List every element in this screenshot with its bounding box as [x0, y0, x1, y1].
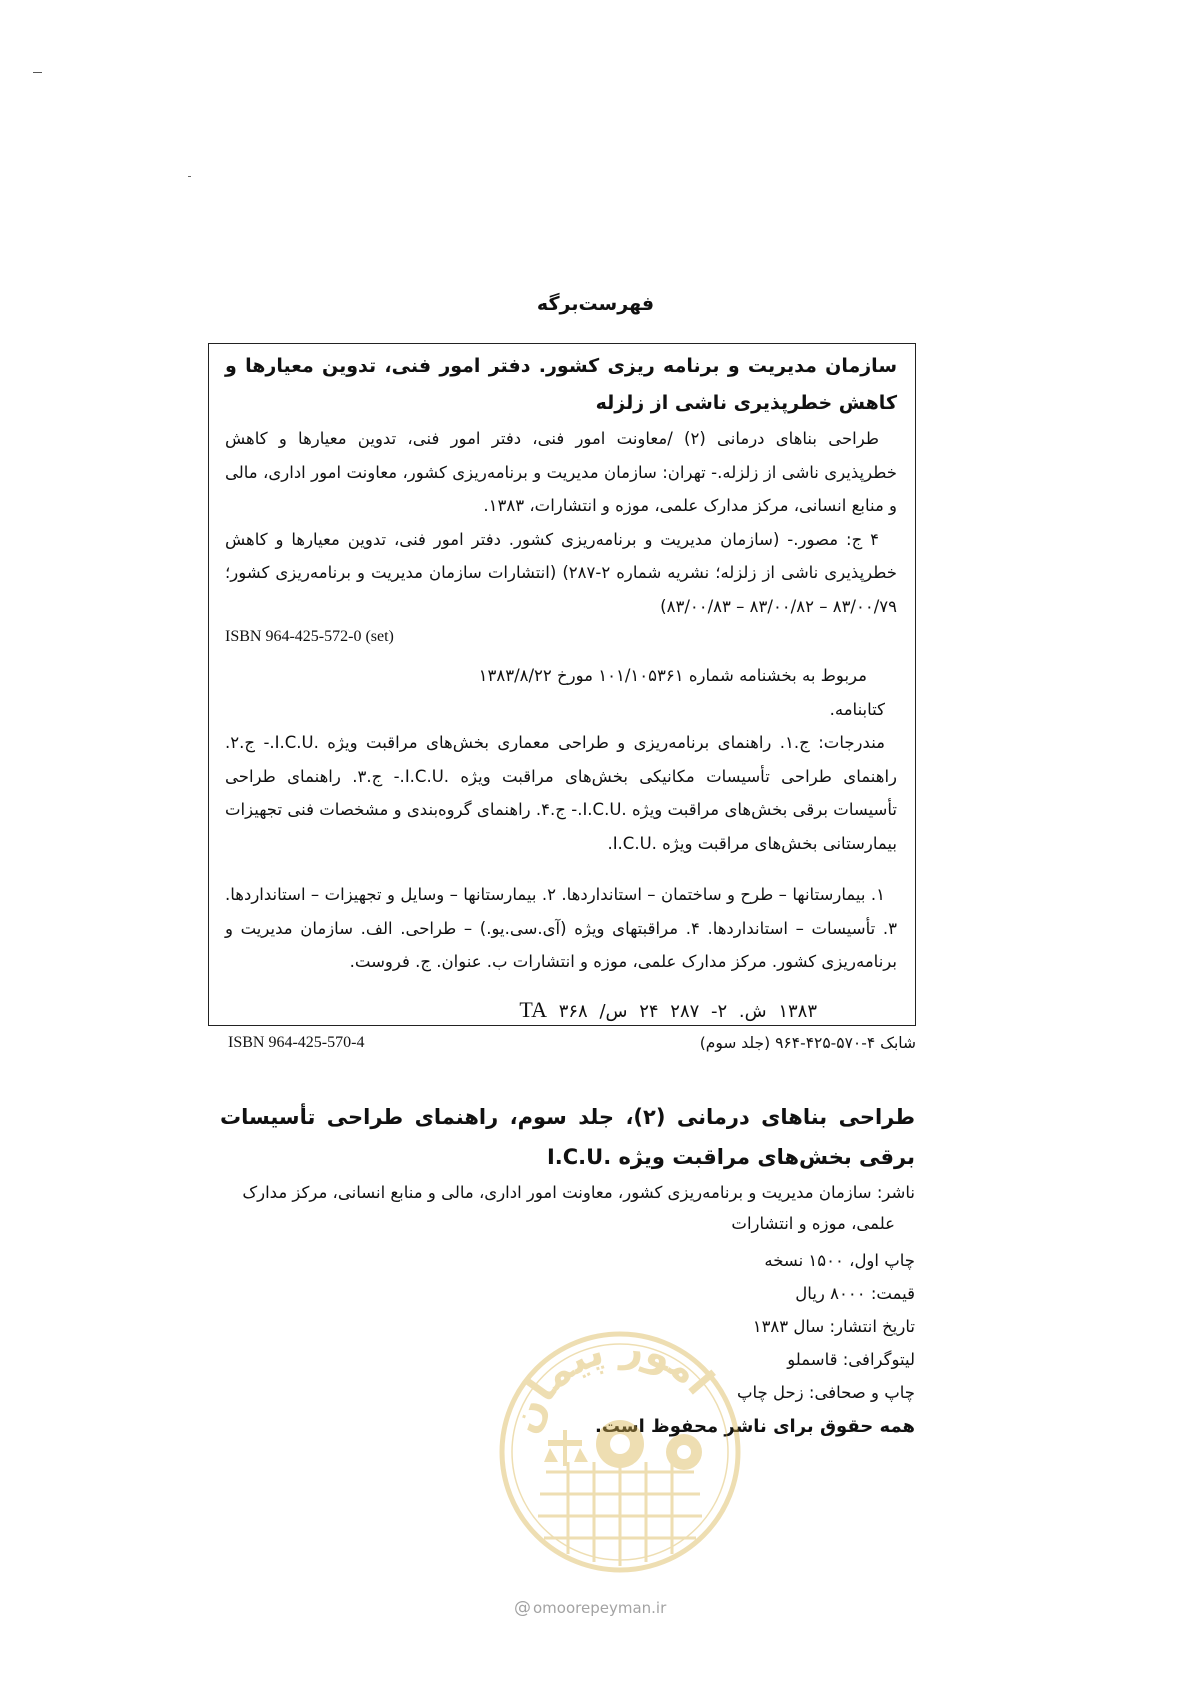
watermark-logo [488, 1322, 752, 1584]
watermark-url [514, 1598, 666, 1618]
book-title: طراحی بناهای درمانی (۲)، جلد سوم، راهنمای طراحی تأسیسات برقی بخش‌های مراقبت ویژه .I.C.U [220, 1105, 916, 1169]
imprint-lithography: لیتوگرافی: قاسملو [787, 1350, 915, 1369]
imprint-printing: چاپ و صحافی: زحل چاپ [736, 1383, 915, 1402]
publisher-line-1: ناشر: سازمان مدیریت و برنامه‌ریزی کشور، معاونت امور اداری، مالی و منابع انسانی، مرکز مدارک [242, 1183, 915, 1202]
imprint-edition: چاپ اول، ۱۵۰۰ نسخه [764, 1251, 915, 1270]
record-bibliography-note: کتابنامه. [829, 699, 885, 719]
cataloging-record-box [208, 343, 916, 1026]
scan-mark [188, 176, 191, 177]
page-heading: فهرست‌برگه [536, 293, 655, 315]
scan-mark [33, 72, 42, 73]
imprint-publisher [215, 1177, 915, 1239]
record-call-number [509, 997, 817, 1023]
imprint-price: قیمت: ۸۰۰۰ ریال [795, 1284, 915, 1303]
record-contents-note: مندرجات: ج.۱. راهنمای برنامه‌ریزی و طراحی معماری بخش‌های مراقبت ویژه .I.C.U.- ج.۲. راهنمای طراحی تأسیسات مکانیکی بخش‌های مراقبت ویژه .I.C.U.- ج.۳. راهنمای طراحی تأسیسات برقی بخش‌های مراقبت ویژه .I.C.U.- ج.۴. راهنمای گروه‌بندی و مشخصات فنی تجهیزات بیمارستانی بخش‌های مراقبت ویژه .I.C.U. [225, 733, 898, 853]
publisher-line-2: علمی، موزه و انتشارات [731, 1214, 895, 1233]
record-description: طراحی بناهای درمانی (۲) /معاونت امور فنی، دفتر امور فنی، تدوین معیارها و کاهش خطرپذیری ناشی از زلزله.- تهران: سازمان مدیریت و برنامه‌ریزی کشور، معاونت امور اداری، مالی و منابع انسانی، مرکز مدارک علمی، موزه و انتشارات، ۱۳۸۳. [225, 429, 897, 515]
watermark-url-text: omoorepeyman.ir [533, 1599, 667, 1617]
record-isbn-set: ISBN 964-425-572-0 (set) [225, 628, 394, 645]
isbn-volume: ISBN 964-425-570-4 [228, 1034, 365, 1051]
at-sign-icon: @ [514, 1598, 531, 1618]
record-subject-headings: ۱. بیمارستانها – طرح و ساختمان – استانداردها. ۲. بیمارستانها – وسایل و تجهیزات – استانداردها. ۳. تأسیسات – استانداردها. ۴. مراقبتهای ویژه (آی.سی.یو.) – طراحی. الف. سازمان مدیریت و برنامه‌ریزی کشور. مرکز مدارک علمی، موزه و انتشارات ب. عنوان. ج. فروست. [225, 885, 897, 971]
record-physical-series: ۴ ج: مصور.- (سازمان مدیریت و برنامه‌ریزی کشور. دفتر امور فنی، تدوین معیارها و کاهش خطرپذیری ناشی از زلزله؛ نشریه شماره ۲-۲۸۷) (انتشارات سازمان مدیریت و برنامه‌ریزی کشور؛ ۸۳/۰۰/۷۹ – ۸۳/۰۰/۸۲ – ۸۳/۰۰/۸۳) [225, 529, 898, 616]
imprint-rights: همه حقوق برای ناشر محفوظ است. [595, 1416, 915, 1437]
shabak-volume: شابک ۴-۵۷۰-۴۲۵-۹۶۴ (جلد سوم) [699, 1034, 916, 1052]
call-number-letters: TA [519, 997, 547, 1022]
call-number-text: ۱۳۸۳ ش. ۲- ۲۸۷ ۲۴ س/ ۳۶۸ [558, 1001, 817, 1022]
record-main-entry: سازمان مدیریت و برنامه ریزی کشور. دفتر امور فنی، تدوین معیارها و کاهش خطرپذیری ناشی از زلزله [225, 355, 897, 414]
imprint-publication-date: تاریخ انتشار: سال ۱۳۸۳ [752, 1317, 915, 1336]
watermark-logo-text: امور پیمان [501, 1324, 723, 1440]
record-linked-directive: مربوط به بخشنامه شماره ۱۰۱/۱۰۵۳۶۱ مورخ ۱۳۸۳/۸/۲۲ [478, 666, 867, 685]
